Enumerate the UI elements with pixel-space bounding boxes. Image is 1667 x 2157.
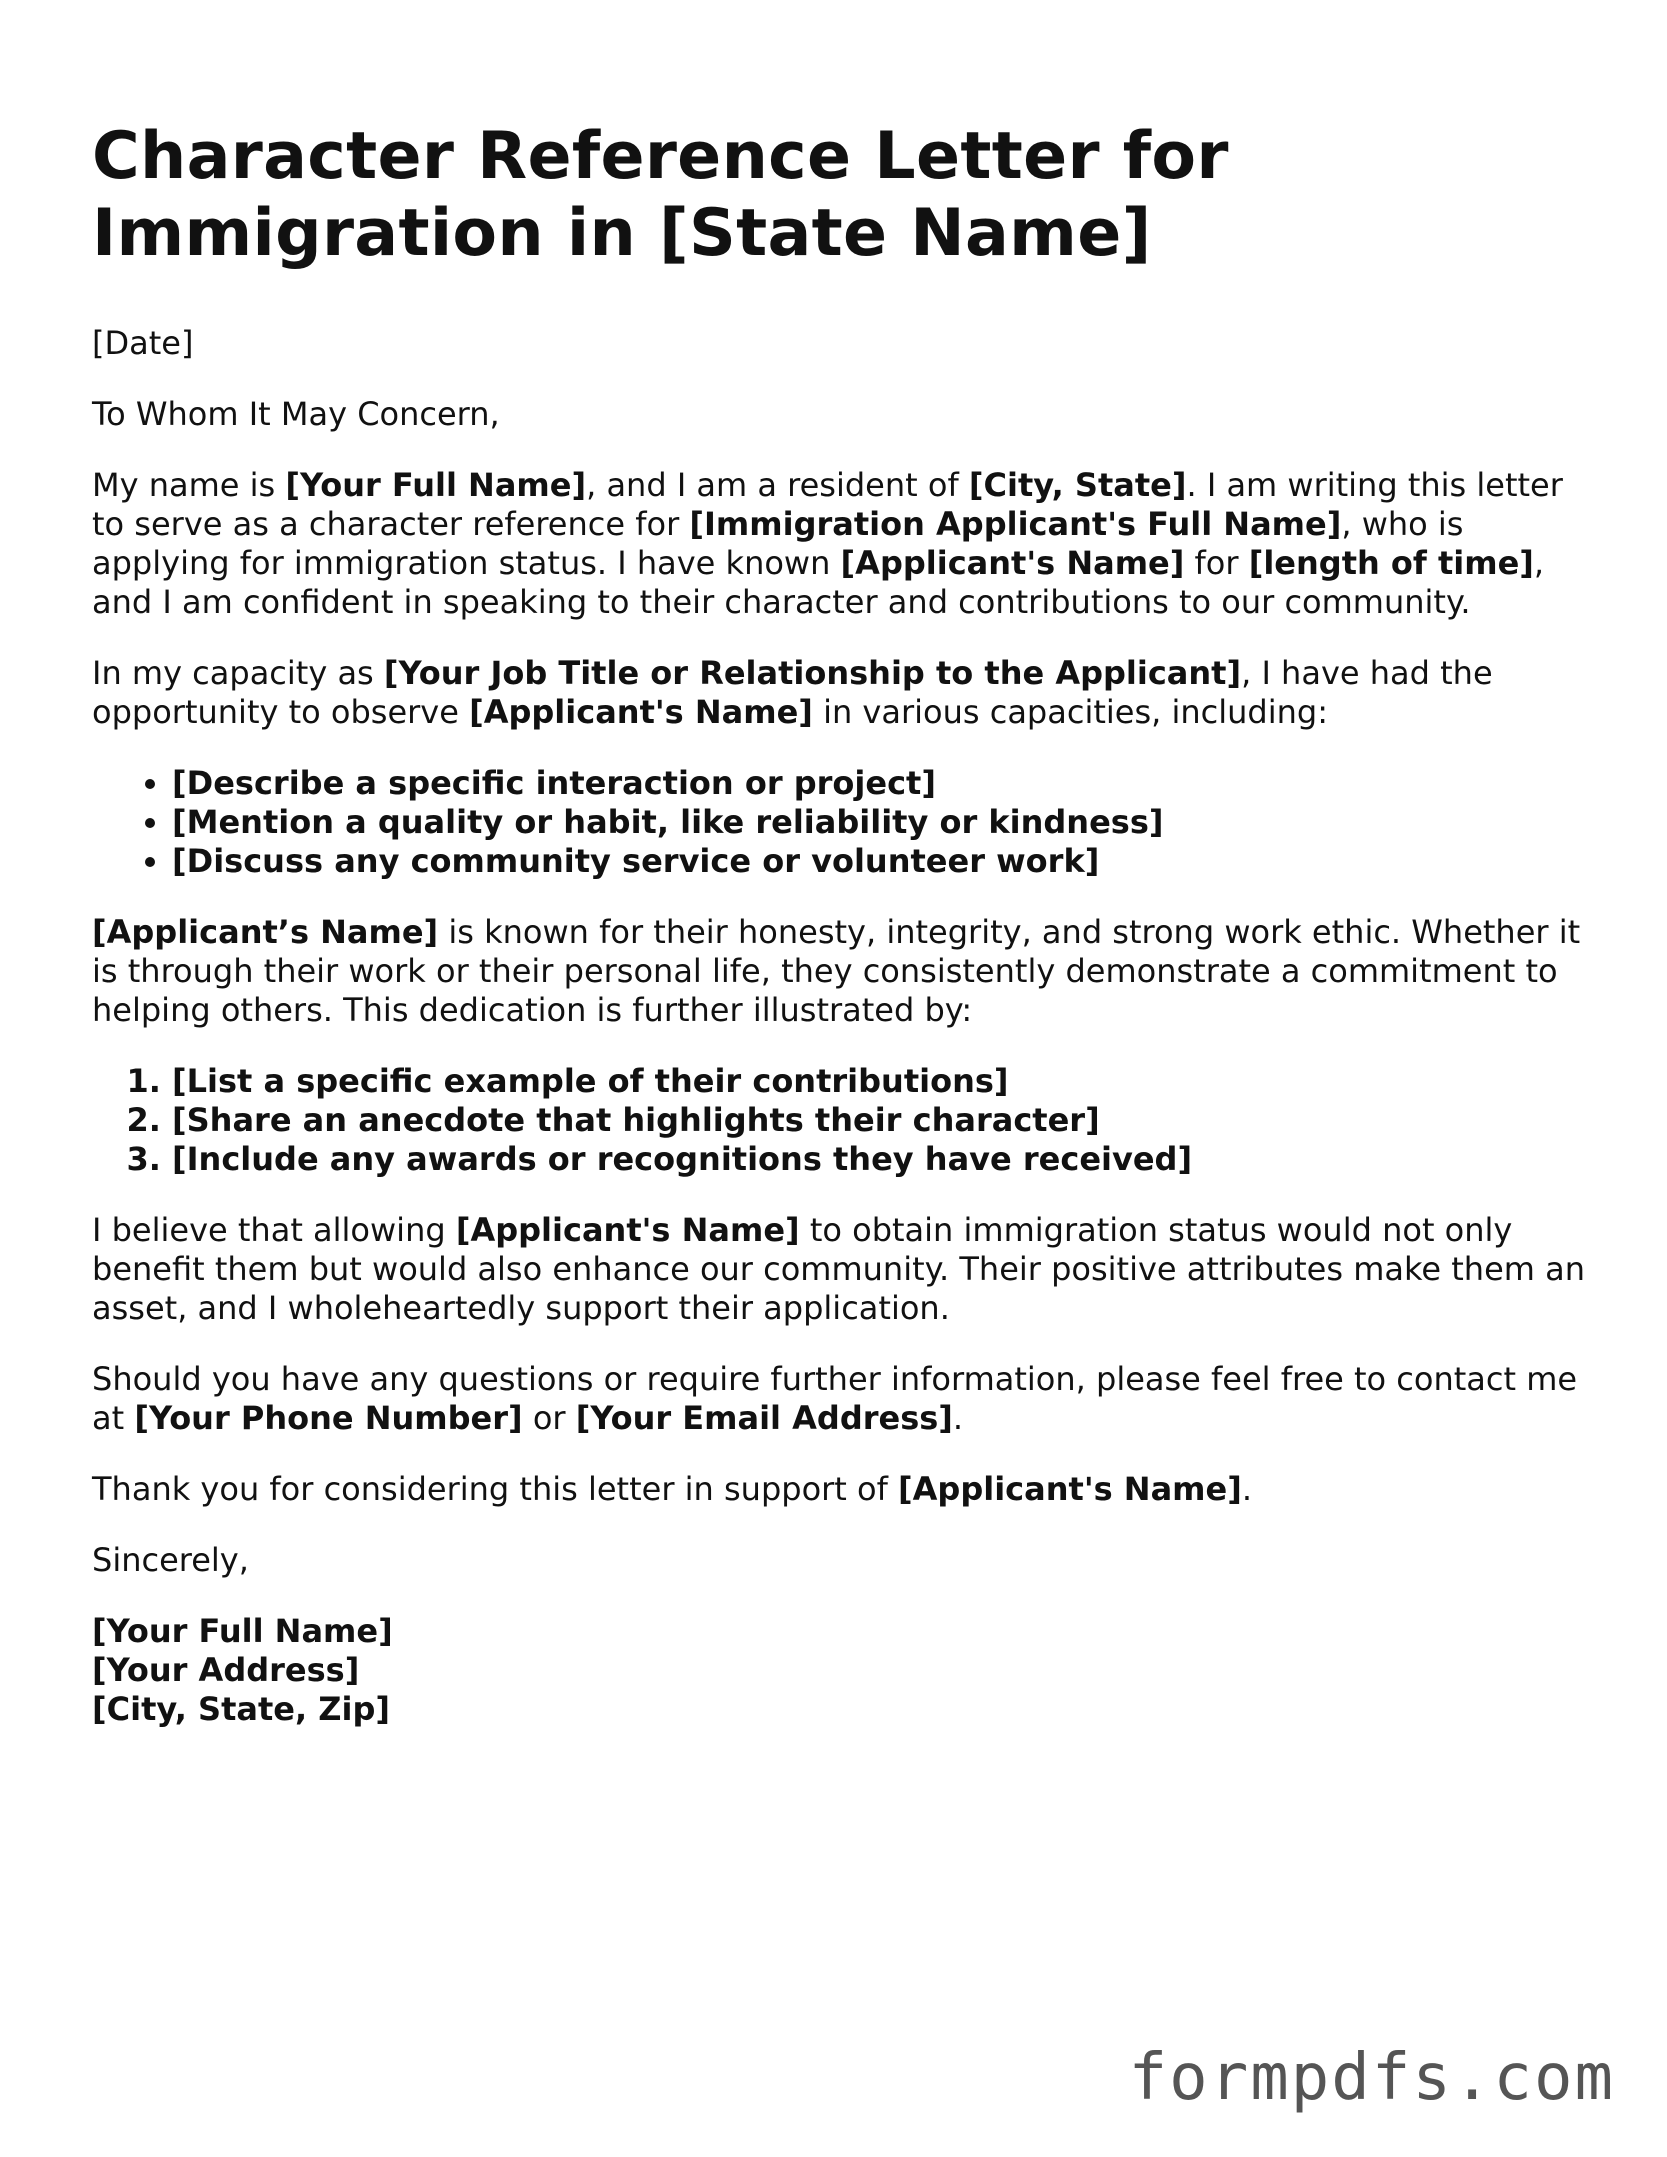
placeholder-length-of-time: [length of time] xyxy=(1248,544,1534,582)
text-segment: Thank you for considering this letter in support of xyxy=(92,1470,899,1508)
text-segment: . xyxy=(952,1399,964,1437)
placeholder-applicant-name: [Applicant's Name] xyxy=(898,1470,1242,1508)
signature-block xyxy=(92,1612,1592,1729)
placeholder-applicant-name: [Applicant's Name] xyxy=(840,544,1185,582)
text-segment: to obtain immigration status would not only benefit them but would also enhance our community. Their positive attributes make them an asset, and I wholeheartedly support their application. xyxy=(92,1211,1585,1327)
placeholder-applicant-full-name: [Immigration Applicant's Full Name] xyxy=(689,505,1342,543)
capacities-bullet-list xyxy=(92,764,1592,881)
list-item: • [Mention a quality or habit, like reliability or kindness] xyxy=(172,803,1592,842)
capacity-paragraph xyxy=(92,654,1592,732)
text-segment: Should you have any questions or require further information, please feel free to contact me at xyxy=(92,1360,1578,1437)
placeholder-city-state: [City, State] xyxy=(968,466,1187,504)
watermark: formpdfs.com xyxy=(1128,2041,1615,2115)
text-segment: In my capacity as xyxy=(92,654,384,692)
text-segment: , and I am a resident of xyxy=(586,466,969,504)
list-item: • [Describe a specific interaction or project] xyxy=(172,764,1592,803)
date-line: [Date] xyxy=(92,324,194,362)
text-segment: I believe that allowing xyxy=(92,1211,456,1249)
qualities-paragraph xyxy=(92,913,1592,1030)
placeholder-applicant-name: [Applicant’s Name] xyxy=(92,913,439,951)
text-segment: is known for their honesty, integrity, and strong work ethic. Whether it is through their work or their personal life, they consistently demonstrate a commitment to helping others. This dedication is further illustrated by: xyxy=(92,913,1581,1029)
text-segment: in various capacities, including: xyxy=(812,693,1328,731)
text-segment: My name is xyxy=(92,466,286,504)
text-segment: . xyxy=(1241,1470,1253,1508)
list-item: 2. [Share an anecdote that highlights their character] xyxy=(172,1101,1592,1140)
closing: Sincerely, xyxy=(92,1541,249,1579)
text-segment: . I am writing this letter to serve as a character reference for xyxy=(92,466,1563,543)
placeholder-applicant-name: [Applicant's Name] xyxy=(455,1211,800,1249)
list-item: 3. [Include any awards or recognitions they have received] xyxy=(172,1140,1592,1179)
text-segment: , and I am confident in speaking to their character and contributions to our community. xyxy=(92,544,1545,621)
support-paragraph xyxy=(92,1211,1592,1328)
text-segment: , I have had the opportunity to observe xyxy=(92,654,1493,731)
list-item: • [Discuss any community service or volunteer work] xyxy=(172,842,1592,881)
signature-city: [City, State, Zip] xyxy=(92,1690,390,1728)
signature-address: [Your Address] xyxy=(92,1651,360,1689)
document-title: Character Reference Letter for Immigration in [State Name] xyxy=(92,119,1229,271)
salutation: To Whom It May Concern, xyxy=(92,395,500,433)
signature-name: [Your Full Name] xyxy=(92,1612,393,1650)
placeholder-email-address: [Your Email Address] xyxy=(575,1399,953,1437)
letter-page xyxy=(92,118,1592,1729)
thanks-paragraph xyxy=(92,1470,1592,1509)
contributions-numbered-list xyxy=(92,1062,1592,1179)
placeholder-your-full-name: [Your Full Name] xyxy=(285,466,587,504)
text-segment: , who is applying for immigration status. I have known xyxy=(92,505,1464,582)
placeholder-applicant-name: [Applicant's Name] xyxy=(469,693,813,731)
list-item: 1. [List a specific example of their contributions] xyxy=(172,1062,1592,1101)
text-segment: or xyxy=(522,1399,576,1437)
placeholder-phone-number: [Your Phone Number] xyxy=(134,1399,523,1437)
text-segment: for xyxy=(1184,544,1249,582)
intro-paragraph xyxy=(92,466,1592,622)
contact-paragraph xyxy=(92,1360,1592,1438)
placeholder-job-title: [Your Job Title or Relationship to the Applicant] xyxy=(383,654,1242,692)
